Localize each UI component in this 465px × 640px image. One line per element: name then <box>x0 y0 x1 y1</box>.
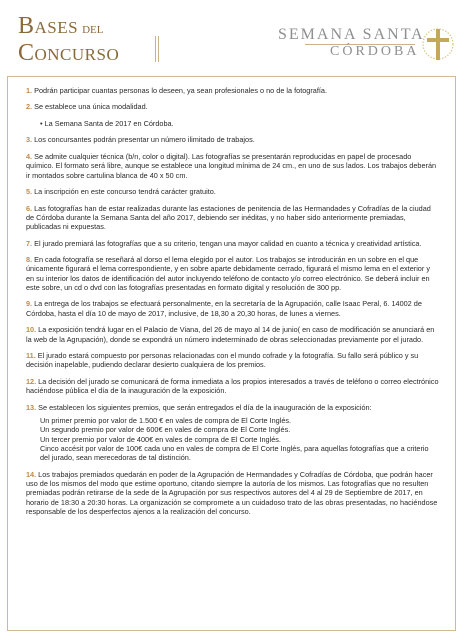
rule-7: 7. El jurado premiará las fotografías que a su criterio, tengan una mayor calidad en cuanto a técnica y creatividad artística. <box>26 238 422 248</box>
cross-emblem-icon <box>421 24 455 64</box>
logo-cordoba: CÓRDOBA <box>330 44 420 59</box>
rule-10: 10. La exposición tendrá lugar en el Palacio de Viana, del 26 de mayo al 14 de junio( en caso de modificación se anunciará en la web de la Agrupación), donde se expondrá un número indeterminado de obras seleccionadas previamente por el jurado. <box>26 325 435 344</box>
title-line-2: Concurso <box>18 40 120 66</box>
rule-2: 2. Se establece una única modalidad. <box>26 102 148 112</box>
page-header <box>0 0 465 72</box>
prize-item: Un primer premio por valor de 1.500 € en vales de compra de El Corte Inglés. <box>40 416 292 426</box>
rule-12: 12. La decisión del jurado se comunicará de forma inmediata a los propios interesados a través de teléfono o correo electrónico haciéndose pública el día de la inauguración de la exposición. <box>26 376 439 396</box>
rule-4: 4. Se admite cualquier técnica (b/n, color o digital). Las fotografías se presentarán reproducidas en papel de procesado químico. El formato será libre, aunque se establece una longitud mínima de 24 cm., en uno de sus lados. Los trabajos deberán ir montados sobre cartulina blanca de 40 x 50 cm. <box>26 151 437 180</box>
logo-semana-santa: SEMANA SANTA <box>278 26 425 43</box>
rule-1: 1. Podrán participar cuantas personas lo deseen, ya sean profesionales o no de la fotografía. <box>26 86 327 95</box>
prize-item: Cinco accésit por valor de 100€ cada uno en vales de compra de El Corte Inglés, para aquellas fotografías que a criterio del jurado, sean merecedoras de tal distinción. <box>40 443 429 463</box>
title-divider <box>155 36 156 62</box>
title-divider-2 <box>158 36 159 62</box>
rule-3: 3. Los concursantes podrán presentar un número ilimitado de trabajos. <box>26 135 255 145</box>
rule-14: 14. Los trabajos premiados quedarán en poder de la Agrupación de Hermandades y Cofradías de Córdoba, que podrán hacer uso de los mismos del modo que estime oportuno, citando siempre la autoría de los mismos. Las fotografías que no resulten premiadas podrán retirarse de la sede de la Agrupación por sus respectivos autores del 4 al 29 de Septiembre de 2017, en horario de 18:30 a 20:30 horas. La organización se compromete a un cuidadoso trato de las obras presentadas, no haciéndose responsable de los desperfectos ajenos a la realización del concurso. <box>26 469 438 516</box>
rule-5: 5. La inscripción en este concurso tendrá carácter gratuito. <box>26 187 216 197</box>
prize-item: Un segundo premio por valor de 600€ en vales de compra de El Corte Inglés. <box>40 425 291 435</box>
rule-11: 11. El jurado estará compuesto por personas relacionadas con el mundo cofrade y la fotografía. Su fallo será público y su decisión inapelable, pudiendo declarar desierto cualquiera de los premios. <box>26 351 419 370</box>
rule-9: 9. La entrega de los trabajos se efectuará personalmente, en la secretaría de la Agrupación, calle Isaac Peral, 6. 14002 de Córdoba, hasta el día 10 de mayo de 2017, inclusive, de 18,30 a 20,30 horas, de lunes a viernes. <box>26 299 422 318</box>
prize-item: Un tercer premio por valor de 400€ en vales de compra de El Corte Inglés. <box>40 434 281 444</box>
rule-13: 13. Se establecen los siguientes premios, que serán entregados el día de la inauguración de la exposición: <box>26 402 372 412</box>
rule-2-bullet: • La Semana Santa de 2017 en Córdoba. <box>40 118 174 128</box>
rule-6: 6. Las fotografías han de estar realizadas durante las estaciones de penitencia de las Hermandades y Cofradías de la ciudad de Córdoba durante la Semana Santa del año 2017, debiendo ser inéditas, y no haber sido anteriormente premiadas, publicadas ni expuestas. <box>26 203 431 232</box>
rules-content <box>26 86 440 523</box>
title-line-1 <box>18 14 103 38</box>
rule-8: 8. En cada fotografía se reseñará al dorso el lema elegido por el autor. Los trabajos se introducirán en un sobre en el que únicamente figurará el lema correspondiente, y en sobre aparte debidamente cerrado, figurará el mismo lema en el exterior y en su interior los datos de identificación del autor incluyendo teléfono de contacto y/o correo electrónico. Se deberá incluir en este sobre, un cd o dvd con las fotografías presentadas en formato digital y resolución de 300 pp. <box>26 255 430 292</box>
prize-list <box>26 416 440 462</box>
title-word-bases: Bases <box>18 13 79 39</box>
title-word-del: del <box>82 20 104 37</box>
